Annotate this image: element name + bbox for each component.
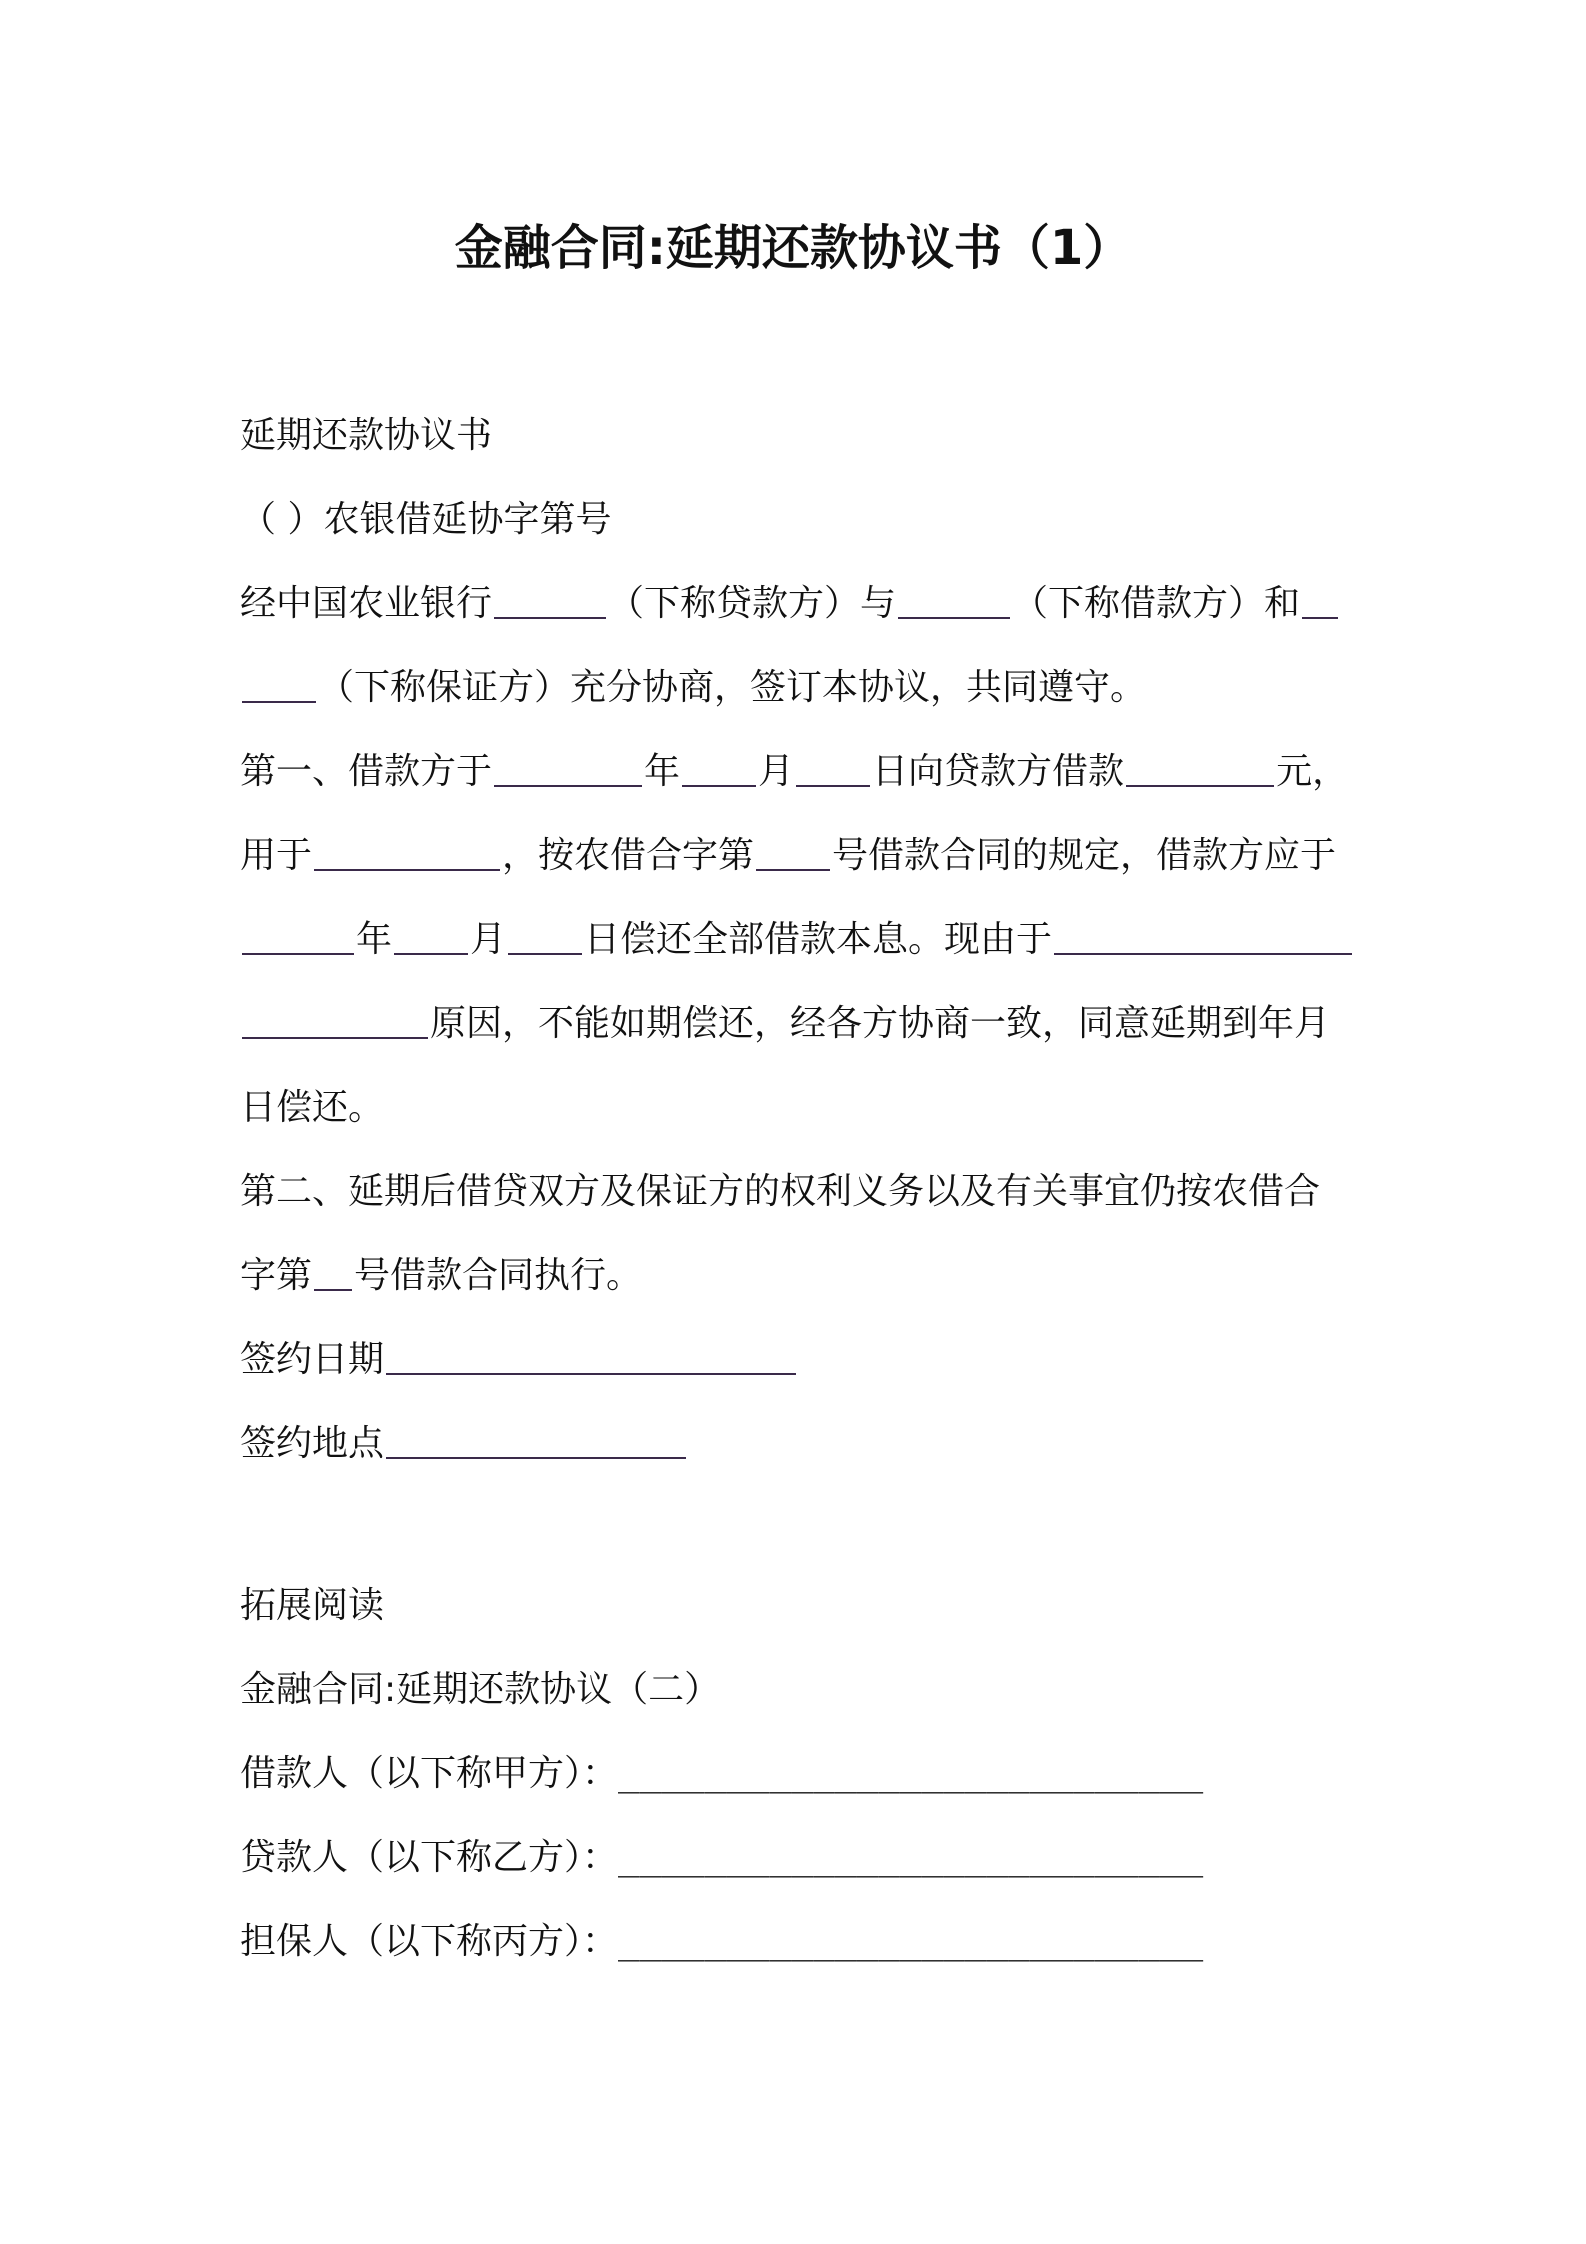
article1-line-2: 用于 ，按农借合字第 号借款合同的规定，借款方应于 bbox=[240, 835, 1337, 876]
lender-field[interactable]: ___________________________ bbox=[618, 1837, 1204, 1878]
article1-line-4: 原因，不能如期偿还，经各方协商一致，同意延期到年月 bbox=[240, 982, 1360, 1066]
borrower-field[interactable]: ___________________________ bbox=[618, 1753, 1204, 1794]
loan-amount-blank[interactable] bbox=[1126, 784, 1274, 787]
guarantor-field[interactable]: ___________________________ bbox=[618, 1921, 1204, 1962]
party-line-guarantor: 担保人（以下称丙方）：___________________________ bbox=[240, 1921, 1204, 1962]
extended-reading bbox=[240, 1564, 1360, 1984]
loan-month-blank[interactable] bbox=[682, 784, 756, 787]
borrower-name-blank[interactable] bbox=[898, 616, 1010, 619]
loan-year-blank[interactable] bbox=[494, 784, 642, 787]
intro-line-1: 经中国农业银行 （下称贷款方）与 （下称借款方）和 bbox=[240, 562, 1360, 646]
reference-number-line: （ ）农银借延协字第号 bbox=[240, 499, 612, 540]
party-line-borrower: 借款人（以下称甲方）：___________________________ bbox=[240, 1753, 1204, 1794]
article2-line-1: 第二、延期后借贷双方及保证方的权利义务以及有关事宜仍按农借合 bbox=[240, 1171, 1321, 1212]
extended-reading-heading: 拓展阅读 bbox=[240, 1585, 385, 1626]
article1-line-5: 日偿还。 bbox=[240, 1087, 385, 1128]
loan-day-blank[interactable] bbox=[796, 784, 870, 787]
intro-line-2: （下称保证方）充分协商，签订本协议，共同遵守。 bbox=[240, 646, 1360, 730]
repay-month-blank[interactable] bbox=[394, 952, 468, 955]
guarantor-name-blank-b[interactable] bbox=[242, 700, 316, 703]
repay-day-blank[interactable] bbox=[508, 952, 582, 955]
article2-line-2: 字第 号借款合同执行。 bbox=[240, 1255, 643, 1296]
reason-blank-b[interactable] bbox=[242, 1036, 428, 1039]
loan-purpose-blank[interactable] bbox=[314, 868, 500, 871]
article1-line-3: 年 月 日偿还全部借款本息。现由于 bbox=[240, 898, 1360, 982]
sign-date-line: 签约日期 bbox=[240, 1318, 1360, 1402]
contract-number-blank-2[interactable] bbox=[314, 1288, 352, 1291]
repay-year-blank[interactable] bbox=[242, 952, 354, 955]
sign-place-line: 签约地点 bbox=[240, 1402, 1360, 1486]
sign-date-blank[interactable] bbox=[386, 1372, 796, 1375]
guarantor-name-blank-a[interactable] bbox=[1302, 616, 1338, 619]
party-line-lender: 贷款人（以下称乙方）：___________________________ bbox=[240, 1837, 1204, 1878]
sign-place-blank[interactable] bbox=[386, 1456, 686, 1459]
lender-name-blank[interactable] bbox=[494, 616, 606, 619]
document-title: 金融合同:延期还款协议书（1） bbox=[454, 220, 1132, 276]
extended-reading-subtitle: 金融合同:延期还款协议（二） bbox=[240, 1669, 721, 1710]
article1-line-1: 第一、借款方于 年 月 日向贷款方借款 元， bbox=[240, 751, 1349, 792]
contract-number-blank[interactable] bbox=[756, 868, 830, 871]
section-heading: 延期还款协议书 bbox=[240, 415, 493, 456]
reason-blank-a[interactable] bbox=[1054, 952, 1352, 955]
agreement-body bbox=[240, 394, 1360, 1486]
